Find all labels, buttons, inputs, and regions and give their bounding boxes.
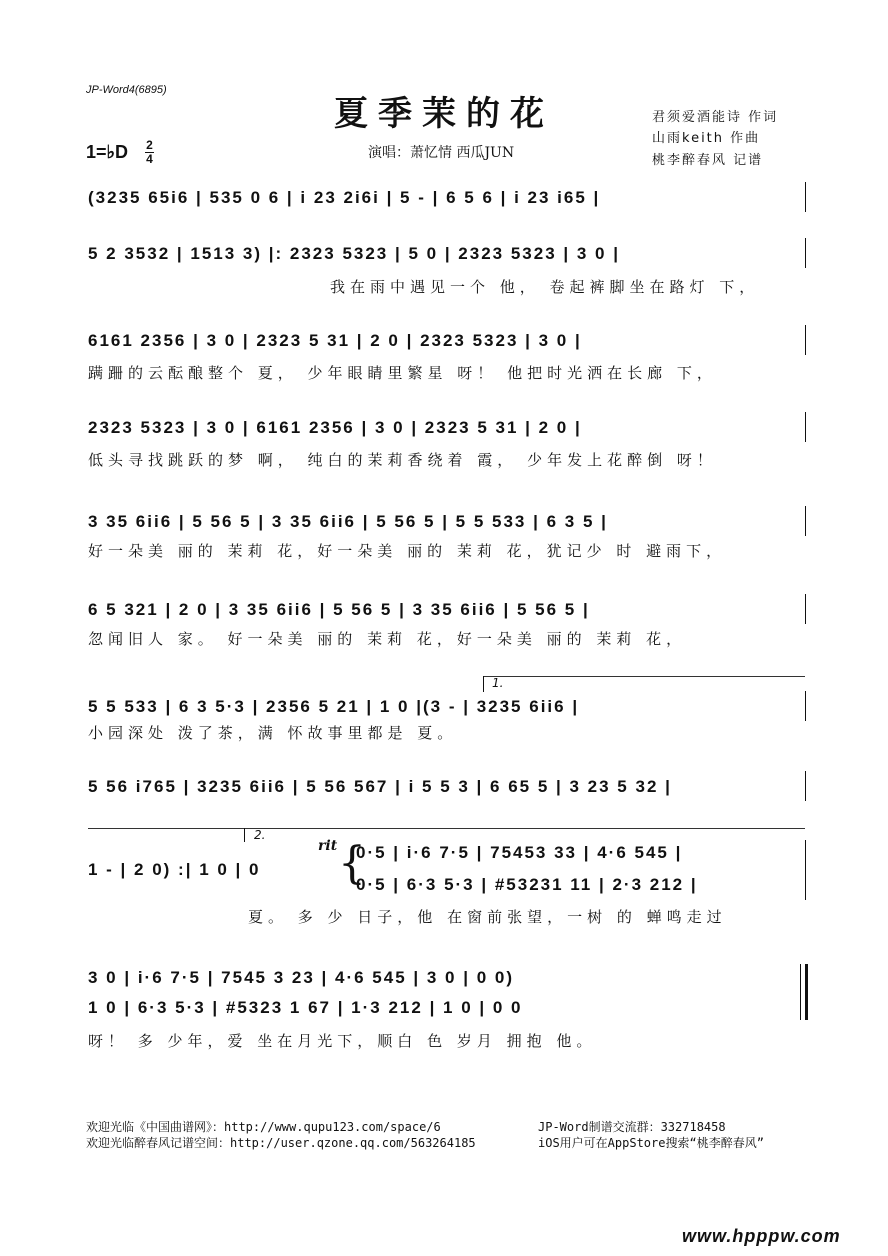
notation-row-9-upper: 0·5 | i·6 7·5 | 75453 33 | 4·6 545 | (356, 843, 683, 862)
transcriber-credit: 桃李醉春风 记谱 (652, 153, 764, 168)
volta-2-label: 2. (254, 828, 266, 842)
composer-credit: 山雨keith 作曲 (652, 131, 761, 146)
notation-row-9-lower: 0·5 | 6·3 5·3 | #53231 11 | 2·3 212 | (356, 875, 698, 894)
time-signature (145, 140, 154, 165)
notation-row-4: 2323 5323 | 3 0 | 6161 2356 | 3 0 | 2323 5 31 | 2 0 | (88, 418, 582, 437)
site-watermark[interactable]: www.hpppw.com (682, 1226, 841, 1246)
lyrics-row-4: 低头寻找跳跃的梦 啊， 纯白的茉莉香绕着 霞， 少年发上花醉倒 呀！ (88, 451, 717, 469)
time-top: 2 (146, 138, 153, 152)
notation-row-7: 5 5 533 | 6 3 5·3 | 2356 5 21 | 1 0 |(3 - | 3235 6ii6 | (88, 697, 580, 716)
footer-qq-group: JP-Word制谱交流群：332718458 (538, 1120, 726, 1134)
singer-credit: 演唱：萧忆情 西瓜JUN (368, 145, 515, 161)
lyrics-row-9: 夏。 多 少 日子，他 在窗前张望，一树 的 蝉鸣走过 (248, 908, 727, 926)
lyrics-row-6: 忽闻旧人 家。 好一朵美 丽的 茉莉 花，好一朵美 丽的 茉莉 花， (88, 630, 687, 648)
notation-row-3: 6161 2356 | 3 0 | 2323 5 31 | 2 0 | 2323 5323 | 3 0 | (88, 331, 582, 350)
lyrics-row-10: 呀！ 多 少年，爱 坐在月光下，顺白 色 岁月 拥抱 他。 (88, 1032, 597, 1050)
notation-row-6: 6 5 321 | 2 0 | 3 35 6ii6 | 5 56 5 | 3 35 6ii6 | 5 56 5 | (88, 600, 590, 619)
lyricist-credit: 君须爱酒能诗 作词 (652, 110, 779, 125)
rit-marking: rit (318, 838, 338, 854)
footer-link-qzone[interactable]: 欢迎光临醉春风记谱空间：http://user.qzone.qq.com/563264185 (86, 1136, 476, 1150)
lyrics-row-7: 小园深处 泼了茶，满 怀故事里都是 夏。 (88, 724, 458, 742)
notation-row-8: 5 56 i765 | 3235 6ii6 | 5 56 567 | i 5 5 3 | 6 65 5 | 3 23 5 32 | (88, 777, 672, 796)
lyrics-row-2: 我在雨中遇见一个 他， 卷起裤脚坐在路灯 下， (330, 278, 760, 296)
volta-1-label: 1. (492, 676, 504, 690)
notation-row-2: 5 2 3532 | 1513 3) |: 2323 5323 | 5 0 | 2323 5323 | 3 0 | (88, 244, 620, 263)
lyrics-row-3: 蹒跚的云酝酿整个 夏， 少年眼睛里繁星 呀！ 他把时光洒在长廊 下， (88, 364, 717, 382)
system-brace-1: { (338, 838, 366, 889)
song-title: 夏季茉的花 (334, 94, 554, 134)
footer-link-qupu[interactable]: 欢迎光临《中国曲谱网》：http://www.qupu123.com/space/6 (86, 1120, 441, 1134)
footer-appstore-note: iOS用户可在AppStore搜索“桃李醉春风” (538, 1136, 764, 1150)
lyrics-row-5: 好一朵美 丽的 茉莉 花，好一朵美 丽的 茉莉 花，犹记少 时 避雨下， (88, 542, 727, 560)
software-tag: JP-Word4(6895) (86, 84, 167, 96)
notation-row-10-upper: 3 0 | i·6 7·5 | 7545 3 23 | 4·6 545 | 3 0 | 0 0) (88, 968, 514, 987)
notation-row-5: 3 35 6ii6 | 5 56 5 | 3 35 6ii6 | 5 56 5 | 5 5 533 | 6 3 5 | (88, 512, 608, 531)
key-signature: 1=♭D (86, 142, 129, 162)
notation-row-10-lower: 1 0 | 6·3 5·3 | #5323 1 67 | 1·3 212 | 1 0 | 0 0 (88, 998, 523, 1017)
time-bottom: 4 (146, 152, 153, 166)
notation-row-1: (3235 65i6 | 535 0 6 | i 23 2i6i | 5 - | 6 5 6 | i 23 i65 | (88, 188, 601, 207)
notation-row-9-main: 1 - | 2 0) :| 1 0 | 0 (88, 860, 261, 879)
